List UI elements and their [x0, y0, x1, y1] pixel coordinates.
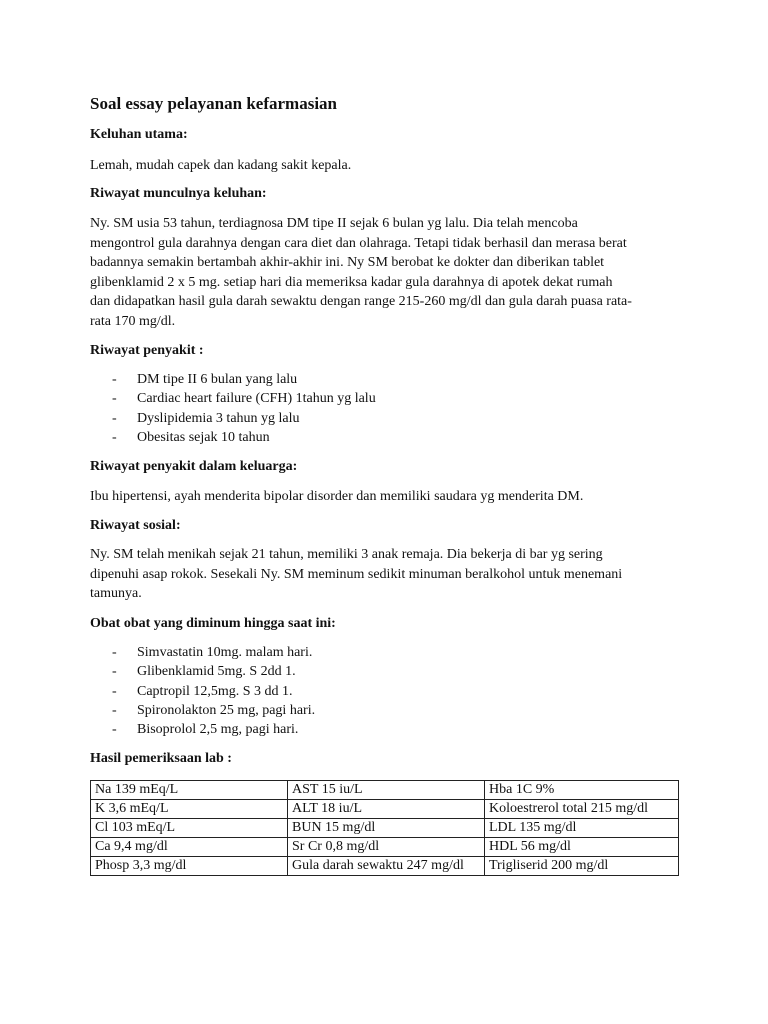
dash-bullet: - [112, 683, 117, 699]
list-item-text: DM tipe II 6 bulan yang lalu [137, 372, 298, 387]
table-cell: Hba 1C 9% [485, 781, 679, 800]
heading-riwayat-penyakit: Riwayat penyakit : [90, 343, 204, 358]
table-row [91, 800, 679, 819]
table-row [91, 781, 679, 800]
list-item-text: Spironolakton 25 mg, pagi hari. [137, 702, 316, 718]
list-item-text: Captropil 12,5mg. S 3 dd 1. [137, 683, 293, 699]
list-item [90, 643, 315, 662]
heading-hasil-lab: Hasil pemeriksaan lab : [90, 751, 232, 766]
list-item [90, 682, 315, 701]
table-row [91, 857, 679, 876]
paragraph-line: rata 170 mg/dl. [90, 313, 176, 329]
list-item [90, 428, 376, 447]
list-item [90, 701, 315, 720]
table-cell: AST 15 iu/L [288, 781, 485, 800]
table-cell: Na 139 mEq/L [91, 781, 288, 800]
list-item-text: Simvastatin 10mg. malam hari. [137, 645, 313, 660]
obat-list [90, 643, 315, 739]
list-item [90, 389, 376, 408]
list-item [90, 409, 376, 428]
paragraph-line: tamunya. [90, 586, 142, 601]
keluhan-text: Lemah, mudah capek dan kadang sakit kepala. [90, 158, 352, 173]
table-cell: Sr Cr 0,8 mg/dl [288, 838, 485, 857]
heading-keluhan-utama: Keluhan utama: [90, 127, 188, 142]
dash-bullet: - [112, 391, 117, 407]
paragraph-line: dan didapatkan hasil gula darah sewaktu dengan range 215-260 mg/dl dan gula darah puasa rata- [90, 294, 632, 309]
table-cell: BUN 15 mg/dl [288, 819, 485, 838]
heading-riwayat-keluarga: Riwayat penyakit dalam keluarga: [90, 459, 298, 474]
dash-bullet: - [112, 410, 117, 426]
list-item-text: Glibenklamid 5mg. S 2dd 1. [137, 664, 296, 680]
table-cell: Ca 9,4 mg/dl [91, 838, 288, 857]
table-cell: Cl 103 mEq/L [91, 819, 288, 838]
heading-riwayat-keluhan: Riwayat munculnya keluhan: [90, 186, 267, 201]
list-item-text: Bisoprolol 2,5 mg, pagi hari. [137, 722, 299, 738]
paragraph-line: glibenklamid 2 x 5 mg. setiap hari dia memeriksa kadar gula darahnya di apotek dekat rumah [90, 274, 613, 290]
list-item-text: Obesitas sejak 10 tahun [137, 429, 270, 445]
paragraph-line: badannya semakin bertambah akhir-akhir ini. Ny SM berobat ke dokter dan diberikan tablet [90, 255, 605, 270]
table-cell: ALT 18 iu/L [288, 800, 485, 819]
list-item-text: Dyslipidemia 3 tahun yg lalu [137, 410, 300, 426]
dash-bullet: - [112, 722, 117, 738]
table-row [91, 819, 679, 838]
table-cell: Gula darah sewaktu 247 mg/dl [288, 857, 485, 876]
riwayat-keluhan-paragraph [90, 214, 678, 331]
lab-results-table [90, 780, 679, 876]
table-cell: Koloestrerol total 215 mg/dl [485, 800, 679, 819]
table-cell: Trigliserid 200 mg/dl [485, 857, 679, 876]
list-item [90, 662, 315, 681]
paragraph-line: Ny. SM usia 53 tahun, terdiagnosa DM tipe II sejak 6 bulan yg lalu. Dia telah mencoba [90, 216, 578, 231]
dash-bullet: - [112, 702, 117, 718]
table-cell: K 3,6 mEq/L [91, 800, 288, 819]
paragraph-line: dipenuhi asap rokok. Sesekali Ny. SM meminum sedikit minuman beralkohol untuk menemani [90, 566, 623, 582]
heading-riwayat-sosial: Riwayat sosial: [90, 518, 181, 533]
table-cell: HDL 56 mg/dl [485, 838, 679, 857]
paragraph-line: Ny. SM telah menikah sejak 21 tahun, memiliki 3 anak remaja. Dia bekerja di bar yg sering [90, 547, 603, 562]
dash-bullet: - [112, 429, 117, 445]
document-title: Soal essay pelayanan kefarmasian [90, 94, 337, 113]
dash-bullet: - [112, 664, 117, 680]
dash-bullet: - [112, 645, 117, 660]
riwayat-keluarga-text: Ibu hipertensi, ayah menderita bipolar disorder dan memiliki saudara yg menderita DM. [90, 489, 584, 504]
list-item-text: Cardiac heart failure (CFH) 1tahun yg lalu [137, 391, 376, 407]
list-item [90, 370, 376, 389]
dash-bullet: - [112, 372, 117, 387]
riwayat-penyakit-list [90, 370, 376, 447]
paragraph-line: mengontrol gula darahnya dengan cara diet dan olahraga. Tetapi tidak berhasil dan merasa berat [90, 235, 627, 251]
table-row [91, 838, 679, 857]
table-cell: LDL 135 mg/dl [485, 819, 679, 838]
table-cell: Phosp 3,3 mg/dl [91, 857, 288, 876]
riwayat-sosial-paragraph [90, 545, 678, 604]
heading-obat: Obat obat yang diminum hingga saat ini: [90, 616, 336, 631]
list-item [90, 720, 315, 739]
